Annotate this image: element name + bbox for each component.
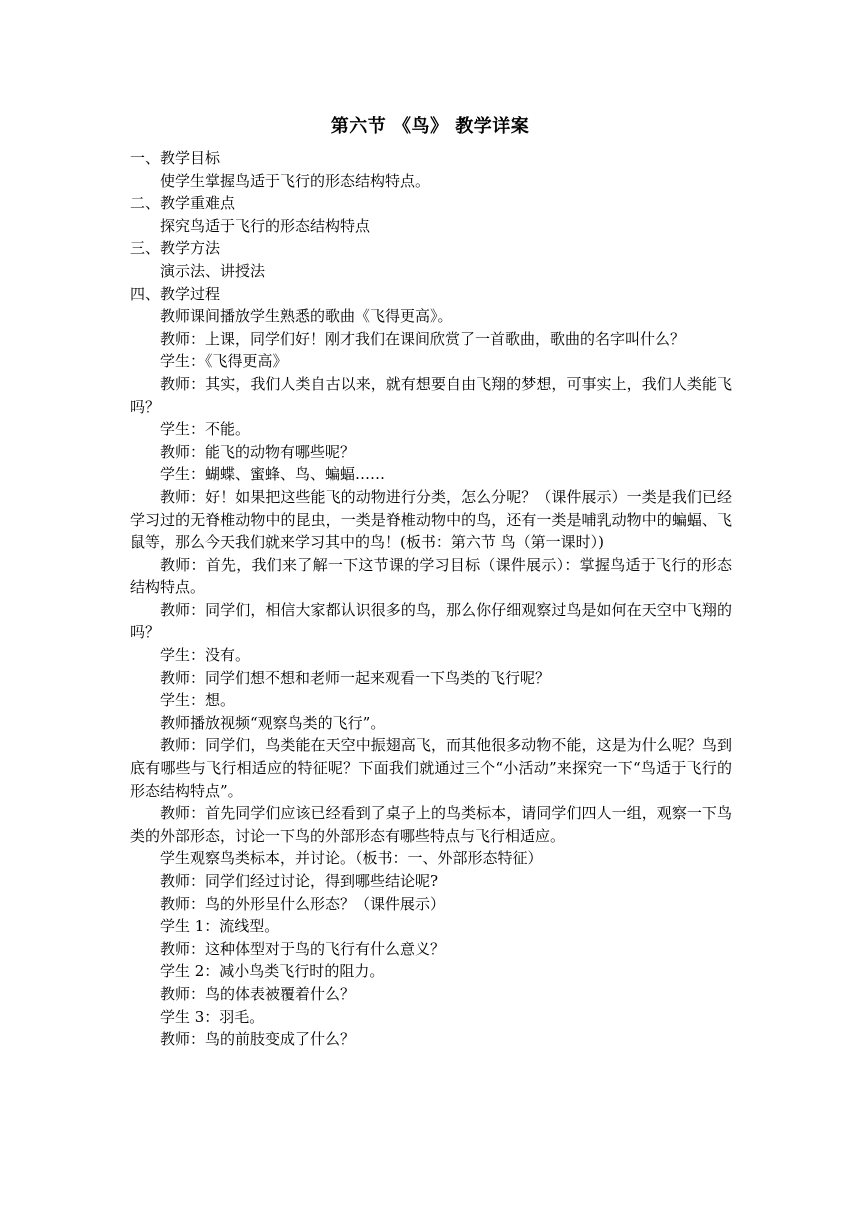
- paragraph: 教师：同学们想不想和老师一起来观看一下鸟类的飞行呢？: [160, 668, 551, 687]
- paragraph: 教师：同学们，鸟类能在天空中振翅高飞，而其他很多动物不能，这是为什么呢？鸟到底有哪些与飞行相适应的特征呢？下面我们就通过三个“小活动”来探究一下“鸟适于飞行的形态结构特点”。: [130, 736, 732, 800]
- paragraph: 学生：蝴蝶、蜜蜂、鸟、蝙蝠……: [160, 465, 386, 484]
- document-body: [130, 147, 732, 1051]
- paragraph: 教师：这种体型对于鸟的飞行有什么意义？: [160, 939, 446, 958]
- paragraph: 教师：首先同学们应该已经看到了桌子上的鸟类标本，请同学们四人一组，观察一下鸟类的外部形态，讨论一下鸟的外部形态有哪些特点与飞行相适应。: [130, 804, 732, 845]
- section-heading: 三、教学方法: [130, 239, 221, 258]
- paragraph: 学生：《飞得更高》: [160, 352, 288, 371]
- paragraph: 教师：同学们经过讨论，得到哪些结论呢?: [160, 872, 439, 890]
- paragraph: 学生：没有。: [160, 646, 251, 665]
- paragraph: 教师：其实，我们人类自古以来，就有想要自由飞翔的梦想，可事实上，我们人类能飞吗？: [130, 374, 732, 416]
- paragraph: 教师：上课，同学们好！刚才我们在课间欣赏了一首歌曲，歌曲的名字叫什么？: [160, 329, 686, 348]
- paragraph: 教师课间播放学生熟悉的歌曲《飞得更高》。: [160, 307, 453, 326]
- paragraph: 教师：能飞的动物有哪些呢？: [160, 442, 356, 461]
- section-text: 探究鸟适于飞行的形态结构特点: [160, 216, 371, 235]
- paragraph: 学生：不能。: [160, 420, 251, 439]
- section-text: 演示法、讲授法: [160, 261, 266, 280]
- section-text: 使学生掌握鸟适于飞行的形态结构特点。: [160, 171, 431, 190]
- paragraph: 学生观察鸟类标本，并讨论。（板书：一、外部形态特征）: [160, 849, 543, 868]
- paragraph: 学生 1：流线型。: [160, 917, 280, 936]
- section-heading: 一、教学目标: [130, 149, 221, 167]
- paragraph: 学生 3：羽毛。: [160, 1007, 265, 1026]
- paragraph: 教师：首先，我们来了解一下这节课的学习目标（课件展示）：掌握鸟适于飞行的形态结构特点。: [130, 555, 732, 597]
- paragraph: 教师：鸟的前肢变成了什么？: [160, 1030, 356, 1049]
- document-title: 第六节 《鸟》 教学详案: [330, 116, 530, 137]
- paragraph: 教师：鸟的外形呈什么形态？（课件展示）: [160, 894, 446, 913]
- section-heading: 四、教学过程: [130, 284, 221, 303]
- paragraph: 学生 2：减小鸟类飞行时的阻力。: [160, 962, 385, 981]
- paragraph: 教师播放视频“观察鸟类的飞行”。: [160, 713, 386, 732]
- paragraph: 学生：想。: [160, 691, 236, 710]
- paragraph: 教师：鸟的体表被覆着什么？: [160, 984, 356, 1003]
- section-heading: 二、教学重难点: [130, 194, 236, 213]
- paragraph: 教师：同学们，相信大家都认识很多的鸟，那么你仔细观察过鸟是如何在天空中飞翔的吗？: [130, 600, 732, 642]
- paragraph: 教师：好！如果把这些能飞的动物进行分类，怎么分呢？（课件展示）一类是我们已经学习过的无脊椎动物中的昆虫，一类是脊椎动物中的鸟，还有一类是哺乳动物中的蝙蝠、飞鼠等，那么今天我们就来学习其中的鸟！(板书：第六节 鸟（第一课时）): [130, 487, 732, 552]
